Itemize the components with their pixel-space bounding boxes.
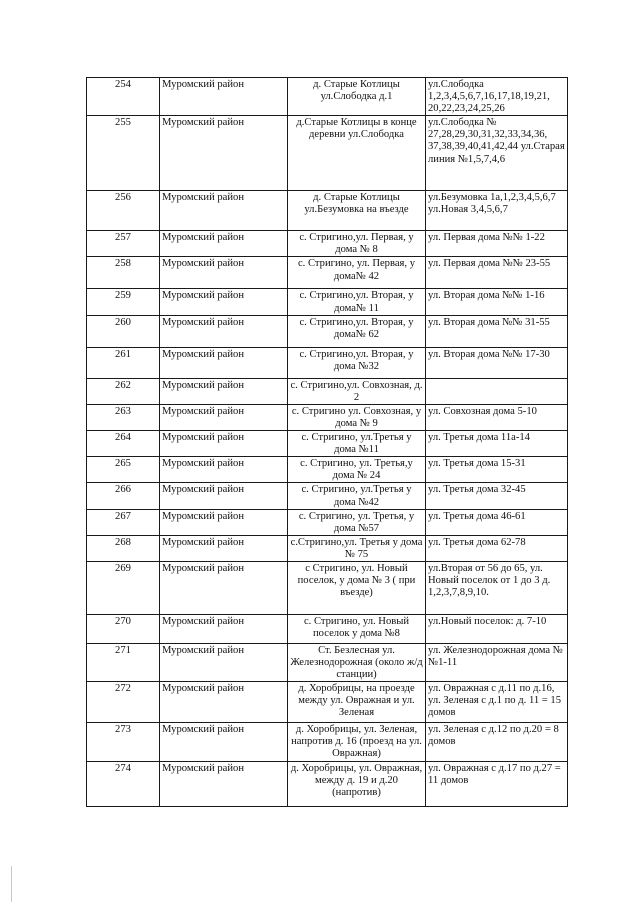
location-cell: д. Хоробрицы, ул. Зеленая, напротив д. 16 (проезд на ул. Овражная) (288, 723, 426, 762)
district-cell: Муромский район (160, 257, 288, 289)
row-number: 270 (87, 614, 160, 643)
table-row (87, 457, 568, 483)
table-row (87, 347, 568, 378)
houses-cell: ул.Новый поселок: д. 7-10 (426, 614, 568, 643)
scan-edge-mark (11, 866, 12, 902)
row-number: 274 (87, 762, 160, 807)
district-cell: Муромский район (160, 404, 288, 430)
location-cell: с. Стригино, ул. Третья, у дома №57 (288, 509, 426, 535)
table-row (87, 231, 568, 257)
row-number: 265 (87, 457, 160, 483)
location-cell: с. Стригино,ул. Первая, у дома № 8 (288, 231, 426, 257)
location-cell: с. Стригино, ул.Третья у дома №11 (288, 431, 426, 457)
table-row (87, 723, 568, 762)
houses-cell: ул. Третья дома 15-31 (426, 457, 568, 483)
houses-cell: ул. Овражная с д.17 по д.27 = 11 домов (426, 762, 568, 807)
district-cell: Муромский район (160, 509, 288, 535)
location-cell: д. Хоробрицы, на проезде между ул. Овражная и ул. Зеленая (288, 682, 426, 723)
location-cell: с. Стригино, ул.Третья у дома №42 (288, 483, 426, 509)
location-cell: д.Старые Котлицы в конце деревни ул.Слободка (288, 116, 426, 191)
row-number: 260 (87, 315, 160, 347)
houses-cell: ул. Овражная с д.11 по д.16, ул. Зеленая с д.1 по д. 11 = 15 домов (426, 682, 568, 723)
container-sites-table (86, 77, 568, 807)
houses-cell: ул. Третья дома 32-45 (426, 483, 568, 509)
table-row (87, 404, 568, 430)
row-number: 272 (87, 682, 160, 723)
row-number: 257 (87, 231, 160, 257)
location-cell: с. Стригино,ул. Вторая, у дома№ 11 (288, 289, 426, 315)
row-number: 267 (87, 509, 160, 535)
district-cell: Муромский район (160, 614, 288, 643)
district-cell: Муромский район (160, 78, 288, 116)
row-number: 258 (87, 257, 160, 289)
table-row (87, 762, 568, 807)
district-cell: Муромский район (160, 378, 288, 404)
district-cell: Муромский район (160, 431, 288, 457)
row-number: 268 (87, 535, 160, 561)
location-cell: с. Стригино, ул. Третья,у дома № 24 (288, 457, 426, 483)
houses-cell: ул.Безумовка 1а,1,2,3,4,5,6,7 ул.Новая 3,4,5,6,7 (426, 191, 568, 231)
location-cell: с Стригино, ул. Новый поселок, у дома № 3 ( при въезде) (288, 561, 426, 614)
table-row (87, 614, 568, 643)
district-cell: Муромский район (160, 535, 288, 561)
table-row (87, 191, 568, 231)
district-cell: Муромский район (160, 483, 288, 509)
location-cell: с. Стригино, ул. Первая, у дома№ 42 (288, 257, 426, 289)
row-number: 266 (87, 483, 160, 509)
row-number: 254 (87, 78, 160, 116)
table-row (87, 483, 568, 509)
location-cell: с. Стригино,ул. Вторая, у дома№ 62 (288, 315, 426, 347)
row-number: 259 (87, 289, 160, 315)
district-cell: Муромский район (160, 457, 288, 483)
row-number: 255 (87, 116, 160, 191)
houses-cell: ул. Вторая дома №№ 1-16 (426, 289, 568, 315)
district-cell: Муромский район (160, 682, 288, 723)
row-number: 271 (87, 643, 160, 681)
houses-cell: ул. Первая дома №№ 23-55 (426, 257, 568, 289)
houses-cell: ул. Вторая дома №№ 31-55 (426, 315, 568, 347)
table-row (87, 78, 568, 116)
table-row (87, 257, 568, 289)
row-number: 264 (87, 431, 160, 457)
table-row (87, 561, 568, 614)
table-row (87, 643, 568, 681)
houses-cell: ул.Слободка № 27,28,29,30,31,32,33,34,36, 37,38,39,40,41,42,44 ул.Старая линия №1,5,7,4,6 (426, 116, 568, 191)
district-cell: Муромский район (160, 561, 288, 614)
row-number: 269 (87, 561, 160, 614)
row-number: 273 (87, 723, 160, 762)
district-cell: Муромский район (160, 723, 288, 762)
location-cell: с. Стригино,ул. Совхозная, д. 2 (288, 378, 426, 404)
district-cell: Муромский район (160, 762, 288, 807)
houses-cell: ул. Зеленая с д.12 по д.20 = 8 домов (426, 723, 568, 762)
houses-cell: ул. Железнодорожная дома №№1-11 (426, 643, 568, 681)
district-cell: Муромский район (160, 289, 288, 315)
houses-cell: ул. Третья дома 62-78 (426, 535, 568, 561)
houses-cell: ул. Совхозная дома 5-10 (426, 404, 568, 430)
row-number: 263 (87, 404, 160, 430)
table-body (87, 78, 568, 807)
table-row (87, 682, 568, 723)
houses-cell: ул. Первая дома №№ 1-22 (426, 231, 568, 257)
houses-cell (426, 378, 568, 404)
houses-cell: ул. Третья дома 46-61 (426, 509, 568, 535)
row-number: 256 (87, 191, 160, 231)
location-cell: д. Хоробрицы, ул. Овражная, между д. 19 и д.20 (напротив) (288, 762, 426, 807)
district-cell: Муромский район (160, 116, 288, 191)
table-row (87, 116, 568, 191)
table-row (87, 289, 568, 315)
table-row (87, 535, 568, 561)
location-cell: с.Стригино,ул. Третья у дома № 75 (288, 535, 426, 561)
district-cell: Муромский район (160, 191, 288, 231)
district-cell: Муромский район (160, 315, 288, 347)
houses-cell: ул. Вторая дома №№ 17-30 (426, 347, 568, 378)
row-number: 262 (87, 378, 160, 404)
table-row (87, 315, 568, 347)
houses-cell: ул. Третья дома 11а-14 (426, 431, 568, 457)
table-row (87, 431, 568, 457)
table-row (87, 509, 568, 535)
district-cell: Муромский район (160, 347, 288, 378)
location-cell: д. Старые Котлицы ул.Слободка д.1 (288, 78, 426, 116)
district-cell: Муромский район (160, 231, 288, 257)
district-cell: Муромский район (160, 643, 288, 681)
location-cell: Ст. Безлесная ул. Железнодорожная (около ж/д станции) (288, 643, 426, 681)
location-cell: с. Стригино, ул. Новый поселок у дома №8 (288, 614, 426, 643)
location-cell: д. Старые Котлицы ул.Безумовка на въезде (288, 191, 426, 231)
row-number: 261 (87, 347, 160, 378)
houses-cell: ул.Слободка 1,2,3,4,5,6,7,16,17,18,19,21, 20,22,23,24,25,26 (426, 78, 568, 116)
houses-cell: ул.Вторая от 56 до 65, ул. Новый поселок от 1 до 3 д. 1,2,3,7,8,9,10. (426, 561, 568, 614)
location-cell: с. Стригино,ул. Вторая, у дома №32 (288, 347, 426, 378)
location-cell: с. Стригино ул. Совхозная, у дома № 9 (288, 404, 426, 430)
table-row (87, 378, 568, 404)
